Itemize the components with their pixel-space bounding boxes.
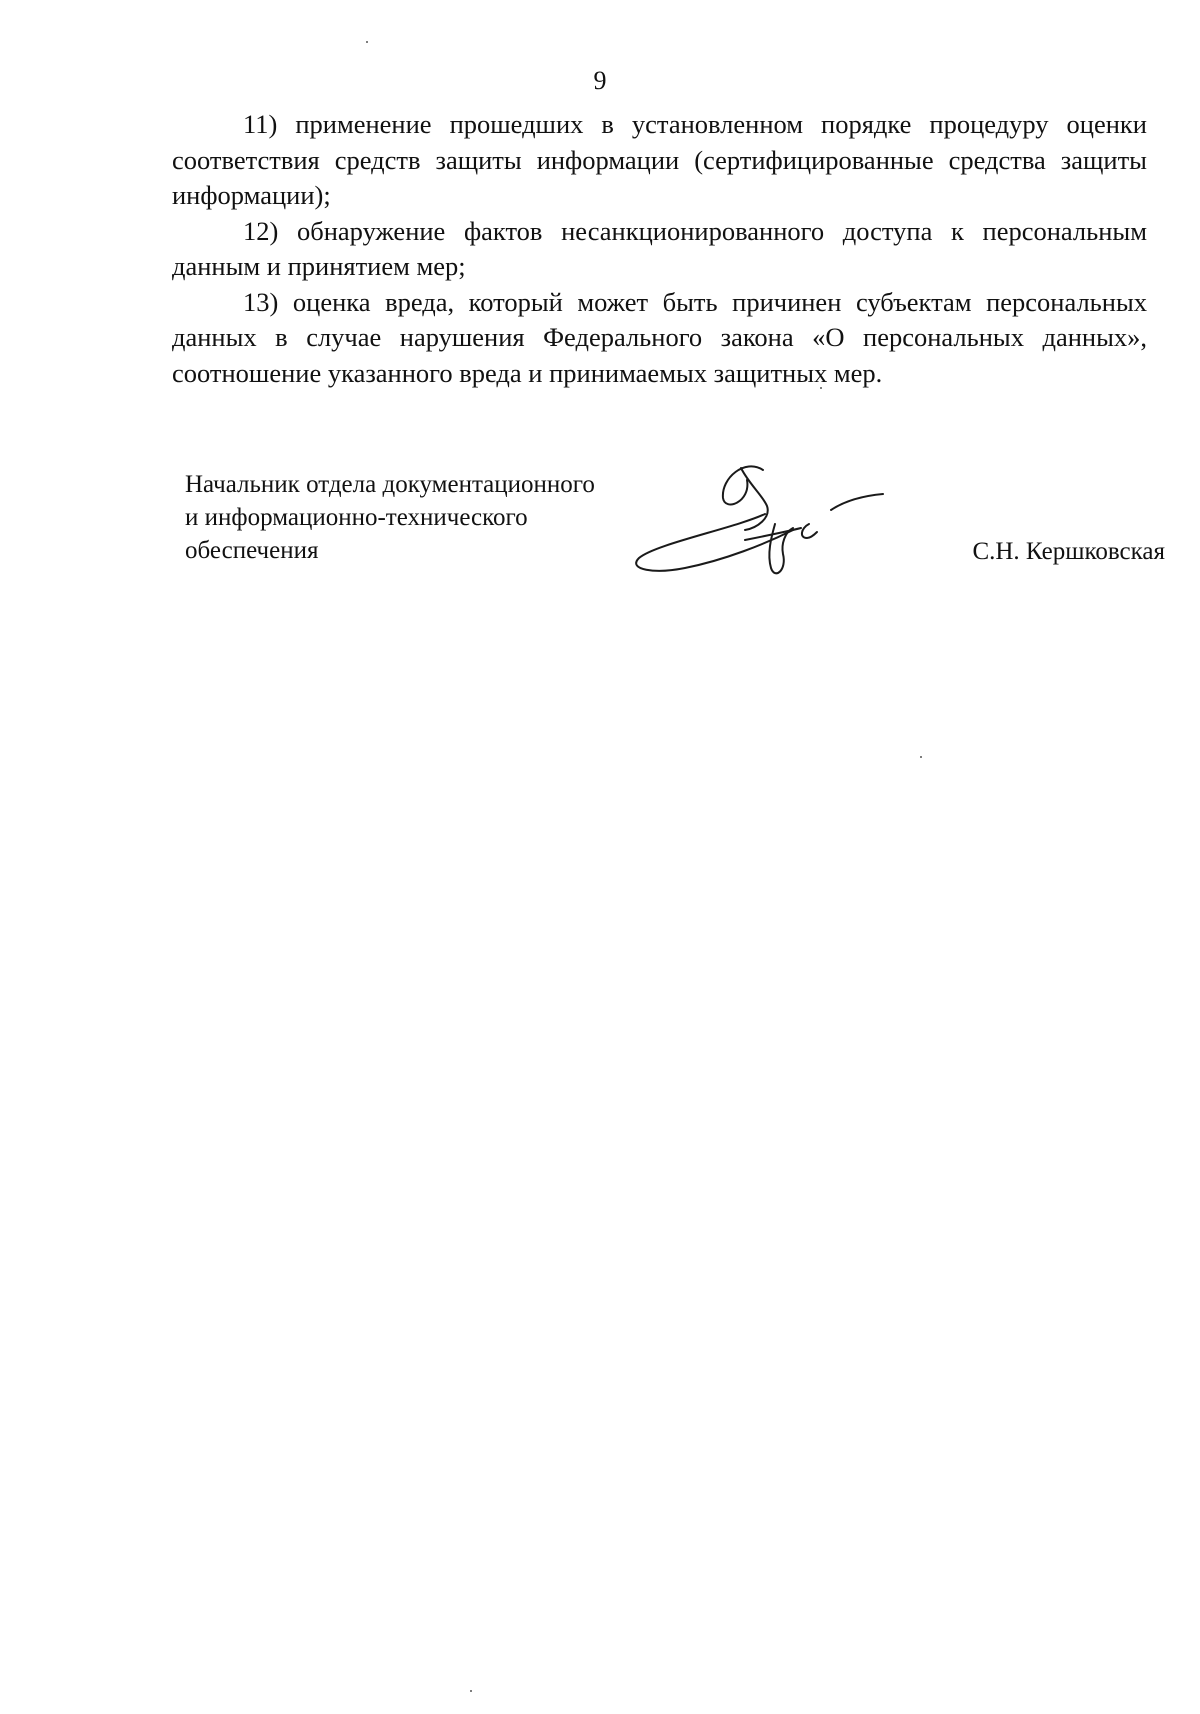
scan-speck: [470, 1690, 472, 1692]
list-item-11: 11) применение прошедших в установленном порядке процедуру оценки соответствия средств защиты информации (сертифицированные средства защиты информации);: [172, 109, 1147, 210]
signature-block: [185, 468, 1165, 598]
signer-position: [185, 468, 595, 567]
list-item-13: 13) оценка вреда, который может быть причинен субъектам персональных данных в случае нарушения Федерального закона «О персональных данных», соотношение указанного вреда и принимаемых защитных мер.: [172, 286, 1147, 388]
list-item-12: 12) обнаружение фактов несанкционированного доступа к персональным данным и принятием мер;: [172, 215, 1147, 281]
signer-position-line: и информационно-технического: [185, 504, 528, 531]
signature-stroke: [769, 524, 793, 573]
signer-name: С.Н. Кершковская: [972, 538, 1165, 565]
page-number: 9: [593, 66, 607, 95]
scan-speck: [920, 756, 922, 758]
signature-stroke: [802, 524, 817, 538]
signer-position-line: обеспечения: [185, 537, 319, 564]
scan-speck: [820, 387, 822, 389]
scan-speck: [366, 41, 368, 43]
signer-position-line: Начальник отдела документационного: [185, 471, 595, 498]
document-body: [172, 107, 1147, 391]
handwritten-signature: [625, 458, 895, 588]
signature-stroke: [831, 494, 883, 510]
